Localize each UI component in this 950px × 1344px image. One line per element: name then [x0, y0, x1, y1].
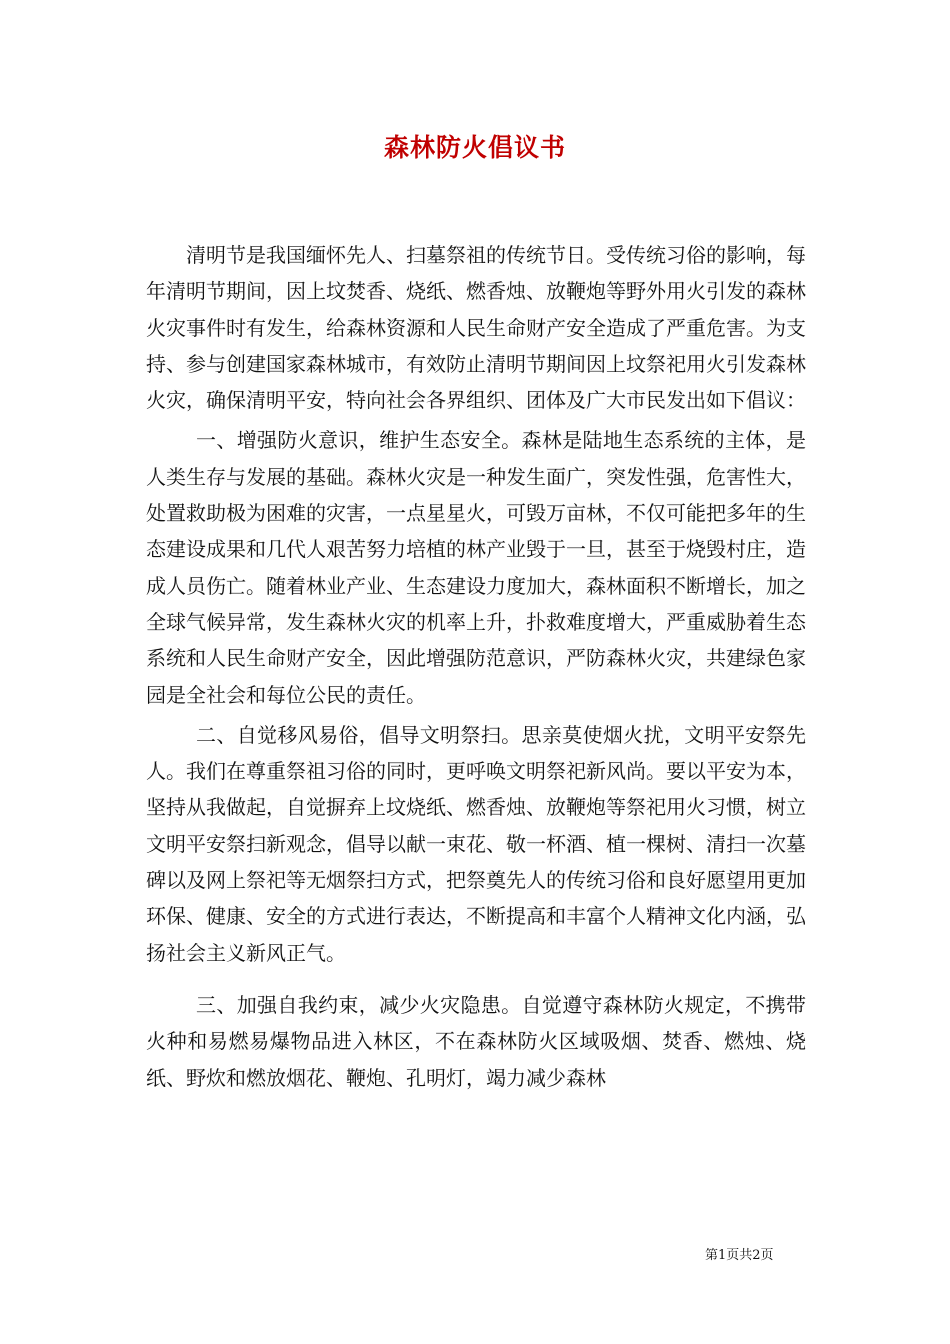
intro-paragraph: 清明节是我国缅怀先人、扫墓祭祖的传统节日。受传统习俗的影响，每年清明节期间，因上坟焚香、烧纸、燃香烛、放鞭炮等野外用火引发的森林火灾事件时有发生，给森林资源和人民生命财产安全造成了严重危害。为支持、参与创建国家森林城市，有效防止清明节期间因上坟祭祀用火引发森林火灾，确保清明平安，特向社会各界组织、团体及广大市民发出如下倡议： [146, 243, 806, 413]
document-body [146, 237, 806, 1096]
document-title: 森林防火倡议书 [383, 133, 566, 162]
section-1-paragraph: 一、增强防火意识，维护生态安全。森林是陆地生态系统的主体，是人类生存与发展的基础。森林火灾是一种发生面广，突发性强，危害性大，处置救助极为困难的灾害，一点星星火，可毁万亩林，不仅可能把多年的生态建设成果和几代人艰苦努力培植的林产业毁于一旦，甚至于烧毁村庄，造成人员伤亡。随着林业产业、生态建设力度加大，森林面积不断增长，加之全球气候异常，发生森林火灾的机率上升，扑救难度增大，严重威胁着生态系统和人民生命财产安全，因此增强防范意识，严防森林火灾，共建绿色家园是全社会和每位公民的责任。 [146, 428, 806, 707]
page-number-footer: 第1页共2页 [705, 1248, 774, 1263]
section-2-paragraph: 二、自觉移风易俗，倡导文明祭扫。思亲莫使烟火扰，文明平安祭先人。我们在尊重祭祖习俗的同时，更呼唤文明祭祀新风尚。要以平安为本，坚持从我做起，自觉摒弃上坟烧纸、燃香烛、放鞭炮等祭祀用火习惯，树立文明平安祭扫新观念，倡导以献一束花、敬一杯酒、植一棵树、清扫一次墓碑以及网上祭祀等无烟祭扫方式，把祭奠先人的传统习俗和良好愿望用更加环保、健康、安全的方式进行表达，不断提高和丰富个人精神文化内涵，弘扬社会主义新风正气。 [146, 722, 806, 965]
section-3-paragraph: 三、加强自我约束，减少火灾隐患。自觉遵守森林防火规定，不携带火种和易燃易爆物品进入林区，不在森林防火区域吸烟、焚香、燃烛、烧纸、野炊和燃放烟花、鞭炮、孔明灯，竭力减少森林 [146, 992, 806, 1090]
